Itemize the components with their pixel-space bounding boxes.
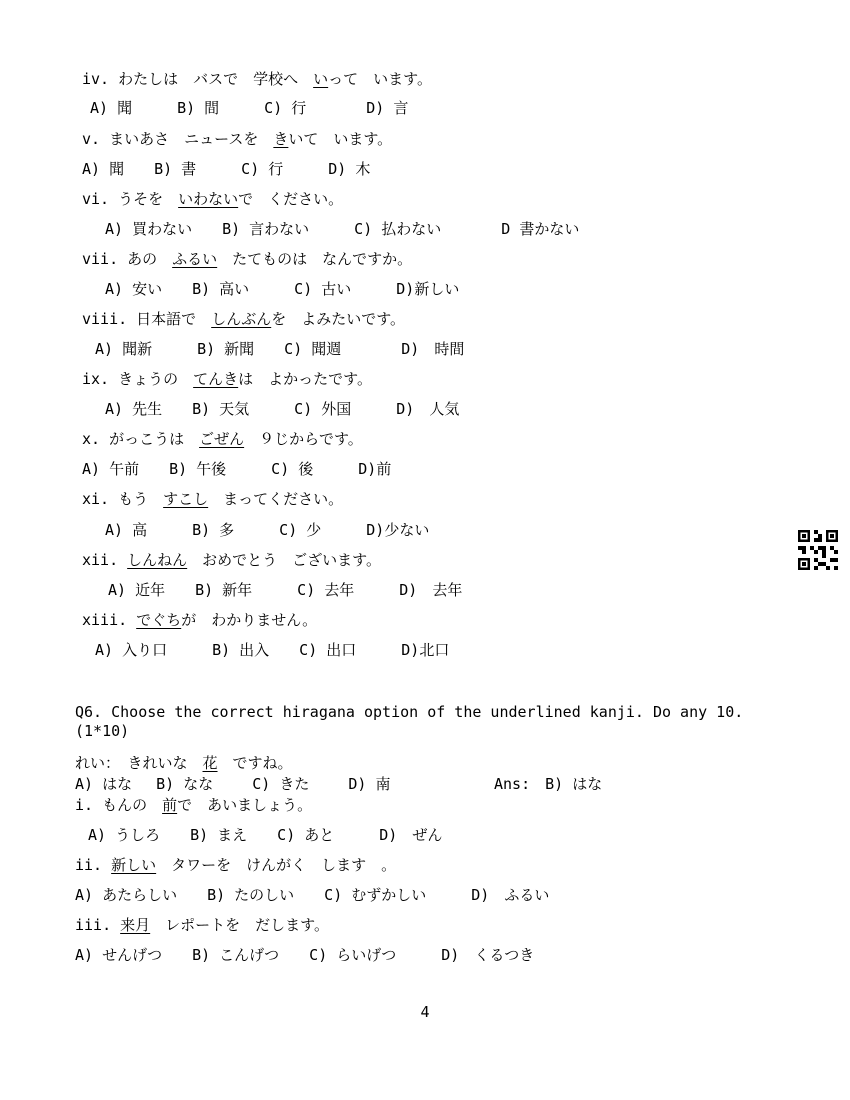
answer-options: A) 近年 B) 新年 C) 去年 D) 去年 <box>108 581 463 599</box>
q6-heading: Q6. Choose the correct hiragana option of the underlined kanji. Do any 10. <box>75 703 744 721</box>
answer-options: A) 聞 B) 書 C) 行 D) 木 <box>82 160 371 178</box>
question-sentence: xiii. でぐちが わかりません。 <box>82 611 318 629</box>
question-sentence: v. まいあさ ニュースを きいて います。 <box>82 130 393 148</box>
answer-options: A) 安い B) 高い C) 古い D)新しい <box>105 280 460 298</box>
question-sentence: i. もんの 前で あいましょう。 <box>75 796 313 814</box>
question-sentence: iii. 来月 レポートを だします。 <box>75 916 329 934</box>
question-sentence: vi. うそを いわないで ください。 <box>82 190 344 208</box>
question-sentence: ix. きょうの てんきは よかったです。 <box>82 370 372 388</box>
qr-code-icon <box>798 530 838 570</box>
question-sentence: viii. 日本語で しんぶんを よみたいです。 <box>82 310 406 328</box>
example-options: A) はな B) なな C) きた D) 南 <box>75 775 391 793</box>
question-sentence: ii. 新しい タワーを けんがく します 。 <box>75 856 397 874</box>
answer-options: A) せんげつ B) こんげつ C) らいげつ D) くるつき <box>75 946 535 964</box>
answer-options: A) 先生 B) 天気 C) 外国 D) 人気 <box>105 400 460 418</box>
question-sentence: iv. わたしは バスで 学校へ いって います。 <box>82 70 432 88</box>
question-sentence: vii. あの ふるい たてものは なんですか。 <box>82 250 413 268</box>
answer-options: A) 高 B) 多 C) 少 D)少ない <box>105 521 430 539</box>
question-sentence: xii. しんねん おめでとう ございます。 <box>82 551 381 569</box>
answer-options: A) うしろ B) まえ C) あと D) ぜん <box>88 826 443 844</box>
answer-options: A) 聞新 B) 新聞 C) 聞週 D) 時間 <box>95 340 465 358</box>
answer-options: A) 聞 B) 間 C) 行 D) 言 <box>90 99 409 117</box>
q6-marks: (1*10) <box>75 722 130 740</box>
answer-options: A) 入り口 B) 出入 C) 出口 D)北口 <box>95 641 450 659</box>
page-number: 4 <box>420 1003 430 1021</box>
answer-options: A) 買わない B) 言わない C) 払わない D 書かない <box>105 220 580 238</box>
example-sentence: れい： きれいな 花 ですね。 <box>75 754 293 772</box>
example-answer: Ans: B) はな <box>494 775 603 793</box>
question-sentence: x. がっこうは ごぜん ９じからです。 <box>82 430 363 448</box>
question-sentence: xi. もう すこし まってください。 <box>82 490 344 508</box>
answer-options: A) あたらしい B) たのしい C) むずかしい D) ふるい <box>75 886 550 904</box>
answer-options: A) 午前 B) 午後 C) 後 D)前 <box>82 460 392 478</box>
